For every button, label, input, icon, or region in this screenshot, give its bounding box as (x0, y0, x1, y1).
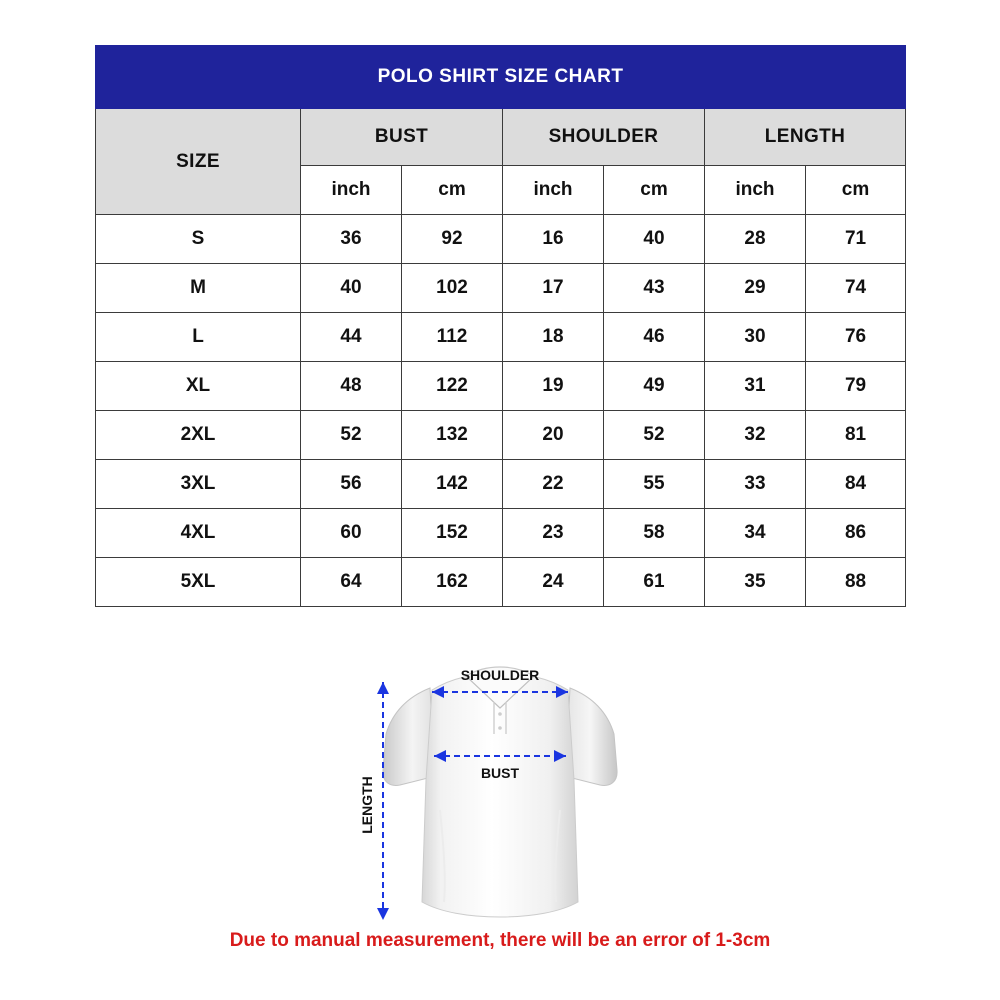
measurement-note: Due to manual measurement, there will be an error of 1-3cm (229, 930, 771, 951)
row-bust-inch: 44 (301, 313, 402, 362)
row-shoulder-cm: 46 (604, 313, 705, 362)
table-row (96, 313, 906, 362)
header-length: LENGTH (705, 109, 906, 166)
row-size: 2XL (96, 411, 301, 460)
row-bust-inch: 60 (301, 509, 402, 558)
row-size: 4XL (96, 509, 301, 558)
page-title: POLO SHIRT SIZE CHART (96, 46, 906, 109)
row-shoulder-cm: 43 (604, 264, 705, 313)
unit-bust-inch: inch (301, 166, 402, 215)
shoulder-label: SHOULDER (460, 667, 540, 683)
row-shoulder-cm: 58 (604, 509, 705, 558)
row-length-inch: 32 (705, 411, 806, 460)
row-bust-inch: 48 (301, 362, 402, 411)
row-bust-cm: 112 (402, 313, 503, 362)
row-bust-cm: 162 (402, 558, 503, 607)
row-size: S (96, 215, 301, 264)
header-bust: BUST (301, 109, 503, 166)
bust-label: BUST (480, 765, 520, 781)
row-length-inch: 28 (705, 215, 806, 264)
length-label: LENGTH (359, 776, 375, 834)
table-group-header-row (96, 109, 906, 166)
header-size: SIZE (96, 109, 301, 215)
row-length-cm: 81 (806, 411, 906, 460)
row-shoulder-inch: 22 (503, 460, 604, 509)
polo-shirt-illustration (0, 630, 1000, 930)
unit-length-cm: cm (806, 166, 906, 215)
row-shoulder-cm: 61 (604, 558, 705, 607)
size-chart-table (95, 45, 906, 607)
row-shoulder-cm: 52 (604, 411, 705, 460)
row-shoulder-cm: 55 (604, 460, 705, 509)
row-length-cm: 84 (806, 460, 906, 509)
row-length-inch: 30 (705, 313, 806, 362)
table-row (96, 362, 906, 411)
table-title-row (96, 46, 906, 109)
row-bust-inch: 64 (301, 558, 402, 607)
row-shoulder-inch: 16 (503, 215, 604, 264)
row-shoulder-cm: 49 (604, 362, 705, 411)
row-length-inch: 33 (705, 460, 806, 509)
row-length-cm: 88 (806, 558, 906, 607)
shirt-shape (383, 667, 617, 917)
row-length-inch: 35 (705, 558, 806, 607)
row-length-cm: 71 (806, 215, 906, 264)
table-row (96, 411, 906, 460)
row-length-cm: 74 (806, 264, 906, 313)
row-shoulder-inch: 19 (503, 362, 604, 411)
row-shoulder-inch: 18 (503, 313, 604, 362)
unit-bust-cm: cm (402, 166, 503, 215)
row-bust-inch: 52 (301, 411, 402, 460)
row-bust-inch: 56 (301, 460, 402, 509)
row-size: L (96, 313, 301, 362)
unit-length-inch: inch (705, 166, 806, 215)
unit-shoulder-cm: cm (604, 166, 705, 215)
row-bust-cm: 92 (402, 215, 503, 264)
row-size: 5XL (96, 558, 301, 607)
row-bust-cm: 142 (402, 460, 503, 509)
row-length-inch: 34 (705, 509, 806, 558)
row-shoulder-inch: 24 (503, 558, 604, 607)
row-length-cm: 76 (806, 313, 906, 362)
table-row (96, 509, 906, 558)
row-length-inch: 29 (705, 264, 806, 313)
row-shoulder-inch: 17 (503, 264, 604, 313)
table-row (96, 264, 906, 313)
row-shoulder-inch: 20 (503, 411, 604, 460)
length-measure-guide (359, 682, 383, 920)
row-bust-inch: 36 (301, 215, 402, 264)
shirt-diagram-svg (0, 630, 1000, 930)
row-shoulder-inch: 23 (503, 509, 604, 558)
row-bust-cm: 152 (402, 509, 503, 558)
row-length-inch: 31 (705, 362, 806, 411)
row-bust-cm: 102 (402, 264, 503, 313)
row-bust-cm: 132 (402, 411, 503, 460)
row-size: M (96, 264, 301, 313)
table-row (96, 215, 906, 264)
row-length-cm: 79 (806, 362, 906, 411)
unit-shoulder-inch: inch (503, 166, 604, 215)
table-row (96, 460, 906, 509)
row-bust-inch: 40 (301, 264, 402, 313)
header-shoulder: SHOULDER (503, 109, 705, 166)
row-shoulder-cm: 40 (604, 215, 705, 264)
table-row (96, 558, 906, 607)
row-bust-cm: 122 (402, 362, 503, 411)
row-size: XL (96, 362, 301, 411)
size-chart-container (95, 45, 905, 607)
row-length-cm: 86 (806, 509, 906, 558)
row-size: 3XL (96, 460, 301, 509)
